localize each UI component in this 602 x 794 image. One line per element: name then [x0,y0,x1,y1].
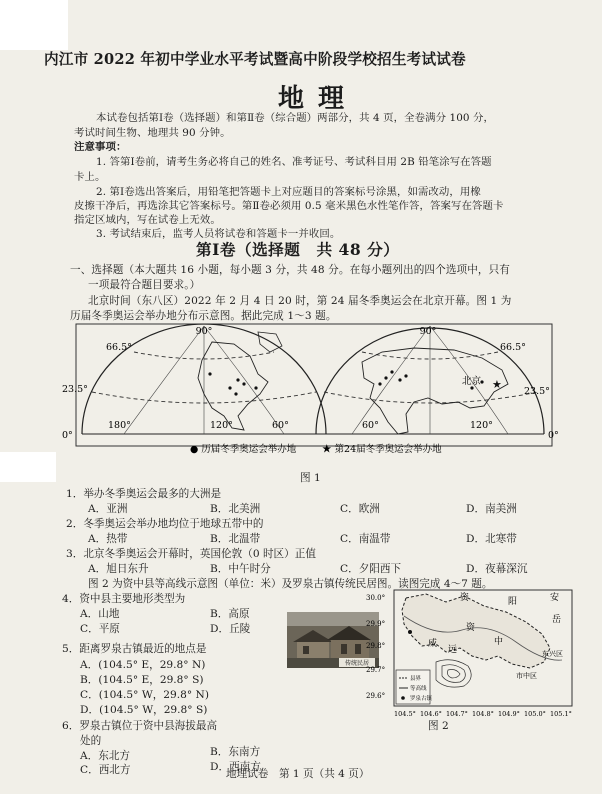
lat-298: 29.8° [366,642,386,650]
q1-option-a[interactable]: A．亚洲 [88,503,128,515]
place-zi-2: 资 [466,623,476,633]
place-yue: 岳 [552,615,562,625]
q1-option-b[interactable]: B．北美洲 [210,503,261,515]
notice-2c: 指定区域内，写在试卷上无效。 [74,214,221,226]
label-90-right: 90° [419,326,437,337]
lon-1047: 104.7° [446,710,468,718]
q3-stem: 3．北京冬季奥运会开幕时，英国伦敦（0 时区）正值 [66,548,316,560]
exam-title: 内江市 2022 年初中学业水平考试暨高中阶段学校招生考试试卷 [44,51,466,68]
place-yang: 阳 [508,597,518,607]
context-a: 北京时间（东八区）2022 年 2 月 4 日 20 时，第 24 届冬季奥运会在北京开幕。图 1 为 [88,295,512,307]
q3-option-a[interactable]: A．旭日东升 [88,563,149,575]
figure-2-intro: 图 2 为资中县等高线示意图（单位：米）及罗泉古镇传统民居图。读图完成 4～7 题。 [88,578,493,590]
q6-option-d[interactable]: D．西南方 [210,761,261,773]
lon-1050: 105.0° [524,710,546,718]
section-instruction-b: 一项最符合题目要求。） [88,279,201,291]
intro-line-2: 考试时间生物、地理共 90 分钟。 [74,127,231,139]
label-120e: 120° [470,420,493,431]
q2-stem: 2．冬季奥运会举办地均位于地球五带中的 [66,518,264,530]
figure-1-caption: 图 1 [300,472,321,484]
notice-1b: 卡上。 [74,171,106,183]
q1-option-c[interactable]: C．欧洲 [340,503,380,515]
q1-option-d[interactable]: D．南美洲 [466,503,517,515]
place-yuan: 远 [448,645,458,655]
q5-option-b[interactable]: B．(104.5° E，29.8° S) [80,674,204,686]
lat-299: 29.9° [366,620,386,628]
q4-option-b[interactable]: B．高原 [210,608,250,620]
label-235-left: 23.5° [62,384,88,395]
q4-option-c[interactable]: C．平原 [80,623,120,635]
lon-1051: 105.1° [550,710,572,718]
notice-3: 3. 考试结束后，监考人员将试卷和答题卡一并收回。 [96,228,341,240]
q5-stem: 5．距离罗泉古镇最近的地点是 [62,643,207,655]
q2-option-c[interactable]: C．南温带 [340,533,391,545]
label-235-right: 23.5° [524,386,550,397]
notice-1a: 1. 答第Ⅰ卷前，请考生务必将自己的姓名、准考证号、考试科目用 2B 铅笔涂写在答题 [96,156,492,168]
q3-option-b[interactable]: B．中午时分 [210,563,271,575]
paper-corner-top-left [0,0,68,50]
q4-option-a[interactable]: A．山地 [80,608,120,620]
subject-title: 地理 [278,84,359,114]
place-shizhong: 市中区 [516,672,537,680]
lon-1046: 104.6° [420,710,442,718]
left-hemisphere [82,324,326,434]
q5-option-a[interactable]: A．(104.5° E，29.8° N) [80,659,206,671]
context-b: 历届冬季奥运会举办地分布示意图。据此完成 1～3 题。 [70,310,337,322]
q5-option-d[interactable]: D．(104.5° W，29.8° S) [80,704,208,716]
q6-stem-b: 处的 [80,735,102,747]
notice-label: 注意事项： [74,141,127,153]
paper-corner-left [0,452,56,482]
intro-line-1: 本试卷包括第Ⅰ卷（选择题）和第Ⅱ卷（综合题）两部分，共 4 页，全卷满分 100 分， [96,112,495,124]
legend-24th: ★ 第24届冬季奥运会举办地 [322,444,442,455]
lat-30: 30.0° [366,594,386,602]
notice-2a: 2. 第Ⅰ卷选出答案后，用铅笔把答题卡上对应题目的答案标号涂黑，如需改动，用橡 [96,186,481,198]
section-title: 第Ⅰ卷（选择题 共 48 分） [196,240,400,259]
q4-stem: 4．资中县主要地形类型为 [62,593,186,605]
section-instruction-a: 一、选择题（本大题共 16 小题，每小题 3 分，共 48 分。在每小题列出的四个选项中，只有 [70,264,510,276]
label-180: 180° [108,420,131,431]
q2-option-a[interactable]: A．热带 [88,533,128,545]
legend-luoquan: 罗泉古镇 [410,696,433,702]
label-0-left: 0° [62,430,73,441]
lon-1048: 104.8° [472,710,494,718]
q6-option-a[interactable]: A．东北方 [80,750,131,762]
figure-1-map [62,322,562,468]
q6-option-b[interactable]: B．东南方 [210,746,261,758]
label-60w: 60° [272,420,289,431]
label-90-left: 90° [195,326,213,337]
legend-county-border: 县界 [410,676,422,682]
label-beijing: 北京 [462,376,482,387]
label-665-left: 66.5° [106,342,132,353]
lat-297: 29.7° [366,666,386,674]
q2-option-d[interactable]: D．北寒带 [466,533,517,545]
place-an: 安 [550,593,560,603]
place-zi-1: 资 [460,593,470,603]
figure-2-map [366,586,578,732]
figure-2-caption: 图 2 [428,720,449,732]
label-665-right: 66.5° [500,342,526,353]
lat-296: 29.6° [366,692,386,700]
place-dongxing: 东兴区 [542,650,563,658]
luoquan-town-marker [408,630,412,634]
photo-caption: 传统民居 [344,660,370,667]
q2-option-b[interactable]: B．北温带 [210,533,261,545]
q4-option-d[interactable]: D．丘陵 [210,623,251,635]
label-120w: 120° [210,420,233,431]
q3-option-d[interactable]: D．夜幕深沉 [466,563,528,575]
q6-option-c[interactable]: C．西北方 [80,764,131,776]
legend-past: ● 历届冬季奥运会举办地 [190,444,297,455]
notice-2b: 皮擦干净后，再选涂其它答案标号。第Ⅱ卷必须用 0.5 毫米黑色水性笔作答，答案写在答题卡 [74,200,504,212]
q3-option-c[interactable]: C．夕阳西下 [340,563,402,575]
place-zhong: 中 [494,637,504,647]
q5-option-c[interactable]: C．(104.5° W，29.8° N) [80,689,209,701]
legend-contour: 等高线 [410,686,427,692]
place-wei: 威 [428,639,438,649]
page-footer: 地理试卷 第 1 页（共 4 页） [226,768,370,780]
lon-1045: 104.5° [394,710,416,718]
lon-1049: 104.9° [498,710,520,718]
beijing-star-marker: ★ [492,378,502,391]
q1-stem: 1．举办冬季奥运会最多的大洲是 [66,488,222,500]
label-60e: 60° [362,420,379,431]
q6-stem-a: 6．罗泉古镇位于资中县海拔最高 [62,720,218,732]
label-0-right: 0° [548,430,559,441]
